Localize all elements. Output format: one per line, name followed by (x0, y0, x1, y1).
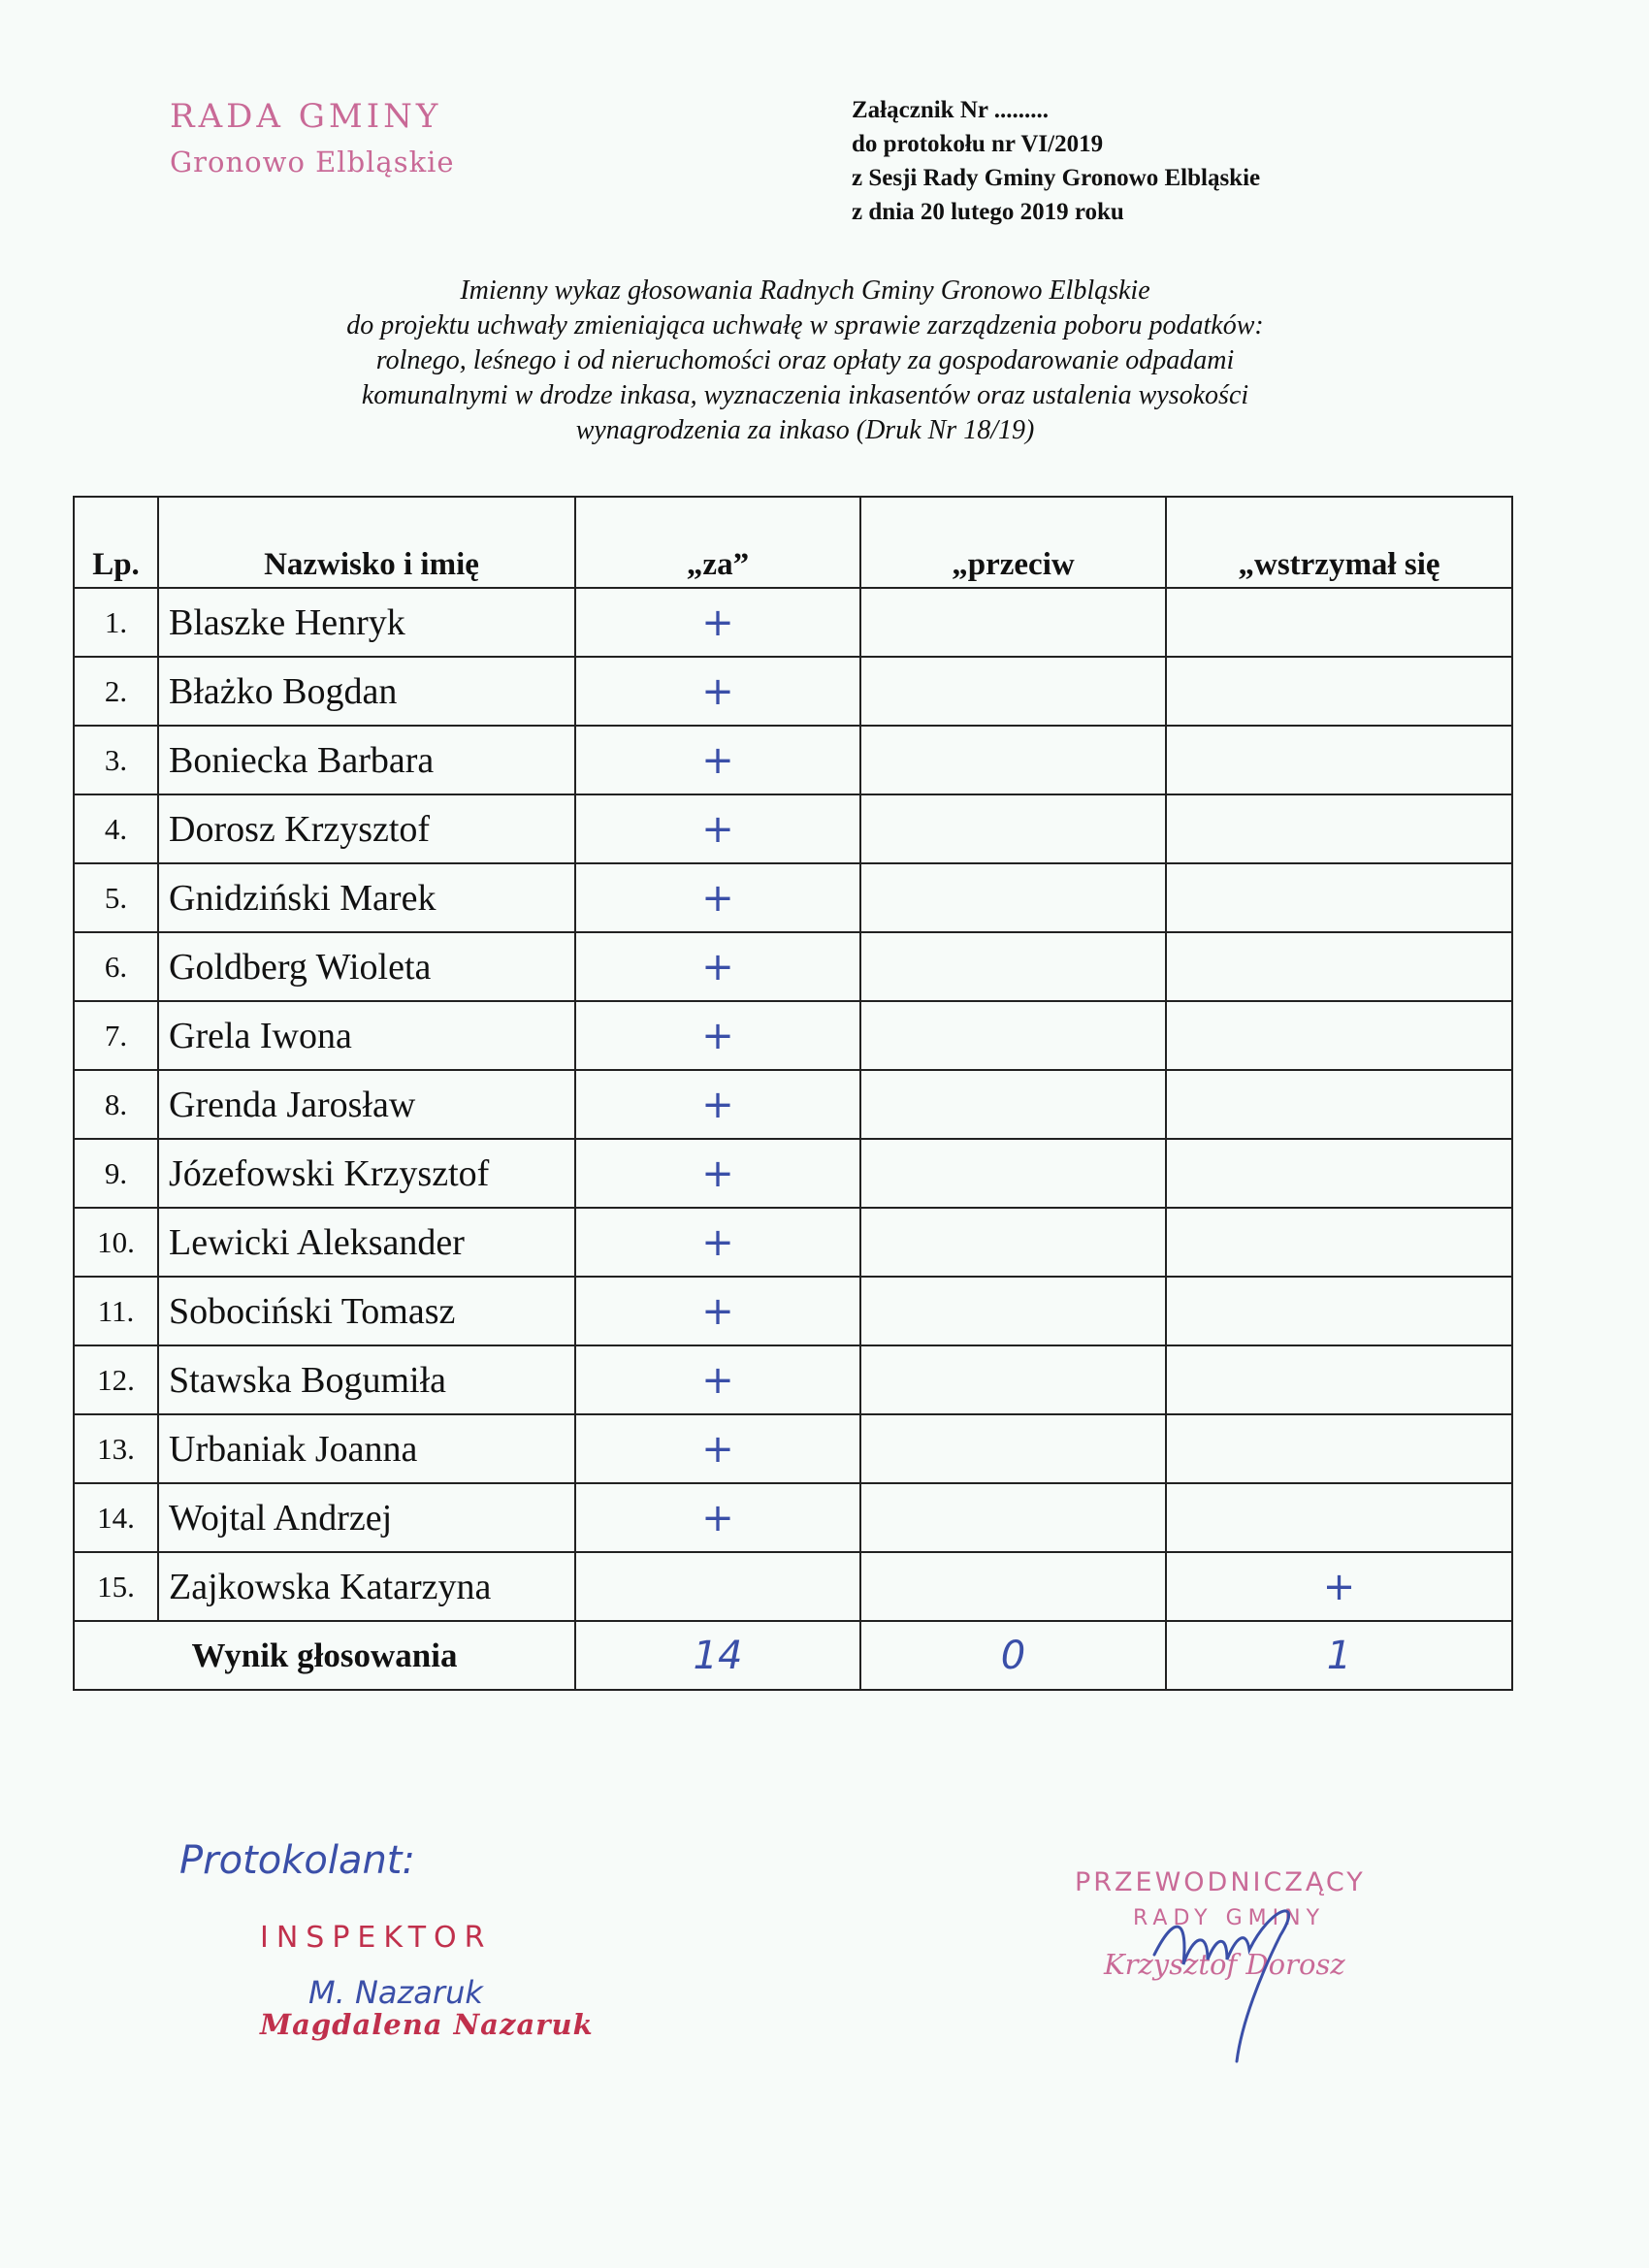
table-row (74, 1070, 1512, 1139)
cell-name: Józefowski Krzysztof (158, 1139, 575, 1208)
inspektor-signature: M. Nazaruk (308, 1974, 483, 2011)
cell-przeciw (860, 863, 1166, 932)
vote-mark: + (701, 737, 734, 783)
cell-za (575, 1139, 860, 1208)
cell-name: Goldberg Wioleta (158, 932, 575, 1001)
table-row (74, 726, 1512, 794)
cell-name: Grela Iwona (158, 1001, 575, 1070)
chairman-stamp-title: PRZEWODNICZĄCY (1075, 1867, 1366, 1897)
cell-lp: 5. (74, 863, 158, 932)
cell-name: Grenda Jarosław (158, 1070, 575, 1139)
table-row (74, 1345, 1512, 1414)
vote-mark: + (701, 599, 734, 645)
header-name: Nazwisko i imię (158, 497, 575, 588)
title-line: rolnego, leśnego i od nieruchomości oraz opłaty za gospodarowanie odpadami (375, 345, 1235, 375)
result-wstrzymal: 1 (1166, 1621, 1512, 1690)
cell-name: Boniecka Barbara (158, 726, 575, 794)
cell-name: Urbaniak Joanna (158, 1414, 575, 1483)
cell-lp: 7. (74, 1001, 158, 1070)
inspektor-stamp-name: Magdalena Nazaruk (260, 2008, 594, 2041)
chairman-stamp-name: Krzysztof Dorosz (1104, 1948, 1345, 1981)
vote-mark: + (701, 1150, 734, 1196)
table-row (74, 863, 1512, 932)
table-row (74, 1483, 1512, 1552)
cell-name: Dorosz Krzysztof (158, 794, 575, 863)
cell-przeciw (860, 794, 1166, 863)
annex-session: z Sesji Rady Gminy Gronowo Elbląskie (852, 165, 1261, 191)
cell-wstrzymal (1166, 1414, 1512, 1483)
vote-mark: + (701, 1219, 734, 1265)
cell-name: Wojtal Andrzej (158, 1483, 575, 1552)
title-line: wynagrodzenia za inkaso (Druk Nr 18/19) (575, 415, 1035, 445)
cell-lp: 4. (74, 794, 158, 863)
vote-mark: + (701, 875, 734, 921)
table-row (74, 932, 1512, 1001)
cell-przeciw (860, 1139, 1166, 1208)
result-label: Wynik głosowania (74, 1621, 575, 1690)
cell-przeciw (860, 1208, 1166, 1277)
cell-przeciw (860, 726, 1166, 794)
header-wstrzymal: „wstrzymał się (1166, 497, 1512, 588)
result-row (74, 1621, 1512, 1690)
cell-przeciw (860, 1277, 1166, 1345)
cell-wstrzymal (1166, 1345, 1512, 1414)
council-stamp (170, 97, 455, 178)
vote-mark: + (701, 1426, 734, 1472)
table-row (74, 794, 1512, 863)
table-row (74, 1208, 1512, 1277)
cell-lp: 14. (74, 1483, 158, 1552)
title-line: do projektu uchwały zmieniająca uchwałę w sprawie zarządzenia poboru podatków: (346, 310, 1264, 340)
vote-mark: + (701, 1495, 734, 1540)
cell-lp: 11. (74, 1277, 158, 1345)
header-lp: Lp. (74, 497, 158, 588)
inspektor-stamp-title: INSPEKTOR (260, 1921, 493, 1955)
annex-protocol: do protokołu nr VI/2019 (852, 131, 1104, 157)
title-line: Imienny wykaz głosowania Radnych Gminy Gronowo Elbląskie (460, 275, 1150, 306)
cell-przeciw (860, 588, 1166, 657)
cell-za (575, 726, 860, 794)
cell-za (575, 1483, 860, 1552)
cell-za (575, 1414, 860, 1483)
cell-lp: 1. (74, 588, 158, 657)
voting-table (73, 496, 1513, 1691)
cell-za (575, 863, 860, 932)
cell-wstrzymal (1166, 657, 1512, 726)
cell-name: Lewicki Aleksander (158, 1208, 575, 1277)
vote-mark: + (701, 1013, 734, 1058)
vote-mark: + (701, 1288, 734, 1334)
cell-lp: 9. (74, 1139, 158, 1208)
cell-lp: 13. (74, 1414, 158, 1483)
vote-mark: + (701, 1357, 734, 1403)
cell-wstrzymal (1166, 1001, 1512, 1070)
cell-wstrzymal (1166, 932, 1512, 1001)
document-title (116, 274, 1494, 448)
annex-number: Załącznik Nr ......... (852, 97, 1050, 123)
cell-za (575, 794, 860, 863)
cell-przeciw (860, 1414, 1166, 1483)
cell-lp: 2. (74, 657, 158, 726)
chairman-stamp-council: RADY GMINY (1133, 1906, 1326, 1930)
cell-wstrzymal (1166, 1483, 1512, 1552)
cell-wstrzymal (1166, 726, 1512, 794)
cell-name: Sobociński Tomasz (158, 1277, 575, 1345)
cell-lp: 6. (74, 932, 158, 1001)
cell-za (575, 588, 860, 657)
cell-name: Blaszke Henryk (158, 588, 575, 657)
table-row (74, 1001, 1512, 1070)
cell-wstrzymal (1166, 1139, 1512, 1208)
cell-za (575, 1277, 860, 1345)
cell-name: Stawska Bogumiła (158, 1345, 575, 1414)
vote-mark: + (1322, 1564, 1356, 1609)
cell-wstrzymal (1166, 794, 1512, 863)
cell-za (575, 657, 860, 726)
cell-za (575, 1552, 860, 1621)
cell-lp: 15. (74, 1552, 158, 1621)
council-stamp-title: RADA GMINY (170, 97, 442, 136)
cell-lp: 8. (74, 1070, 158, 1139)
result-za: 14 (575, 1621, 860, 1690)
header-przeciw: „przeciw (860, 497, 1166, 588)
vote-mark: + (701, 668, 734, 714)
table-row (74, 1139, 1512, 1208)
cell-przeciw (860, 1552, 1166, 1621)
cell-za (575, 1001, 860, 1070)
annex-header (852, 93, 1260, 229)
cell-lp: 10. (74, 1208, 158, 1277)
vote-mark: + (701, 944, 734, 989)
cell-przeciw (860, 1001, 1166, 1070)
cell-przeciw (860, 1483, 1166, 1552)
table-row (74, 1277, 1512, 1345)
cell-przeciw (860, 657, 1166, 726)
table-row (74, 1552, 1512, 1621)
table-row (74, 1414, 1512, 1483)
protokolant-handwritten-label: Protokolant: (179, 1838, 415, 1883)
cell-name: Gnidziński Marek (158, 863, 575, 932)
vote-mark: + (701, 1082, 734, 1127)
cell-lp: 3. (74, 726, 158, 794)
title-line: komunalnymi w drodze inkasa, wyznaczenia inkasentów oraz ustalenia wysokości (361, 380, 1249, 410)
cell-wstrzymal (1166, 1208, 1512, 1277)
council-stamp-municipality: Gronowo Elbląskie (170, 146, 455, 178)
table-header-row (74, 497, 1512, 588)
cell-name: Błażko Bogdan (158, 657, 575, 726)
header-za: „za” (575, 497, 860, 588)
cell-przeciw (860, 1070, 1166, 1139)
cell-przeciw (860, 1345, 1166, 1414)
cell-wstrzymal (1166, 863, 1512, 932)
result-przeciw: 0 (860, 1621, 1166, 1690)
cell-za (575, 1070, 860, 1139)
chairman-signature (1135, 1877, 1339, 2071)
cell-za (575, 1345, 860, 1414)
vote-mark: + (701, 806, 734, 852)
cell-za (575, 932, 860, 1001)
annex-date: z dnia 20 lutego 2019 roku (852, 199, 1124, 225)
cell-przeciw (860, 932, 1166, 1001)
cell-wstrzymal (1166, 1552, 1512, 1621)
cell-wstrzymal (1166, 1070, 1512, 1139)
cell-wstrzymal (1166, 1277, 1512, 1345)
cell-za (575, 1208, 860, 1277)
cell-wstrzymal (1166, 588, 1512, 657)
table-row (74, 657, 1512, 726)
table-row (74, 588, 1512, 657)
cell-name: Zajkowska Katarzyna (158, 1552, 575, 1621)
cell-lp: 12. (74, 1345, 158, 1414)
